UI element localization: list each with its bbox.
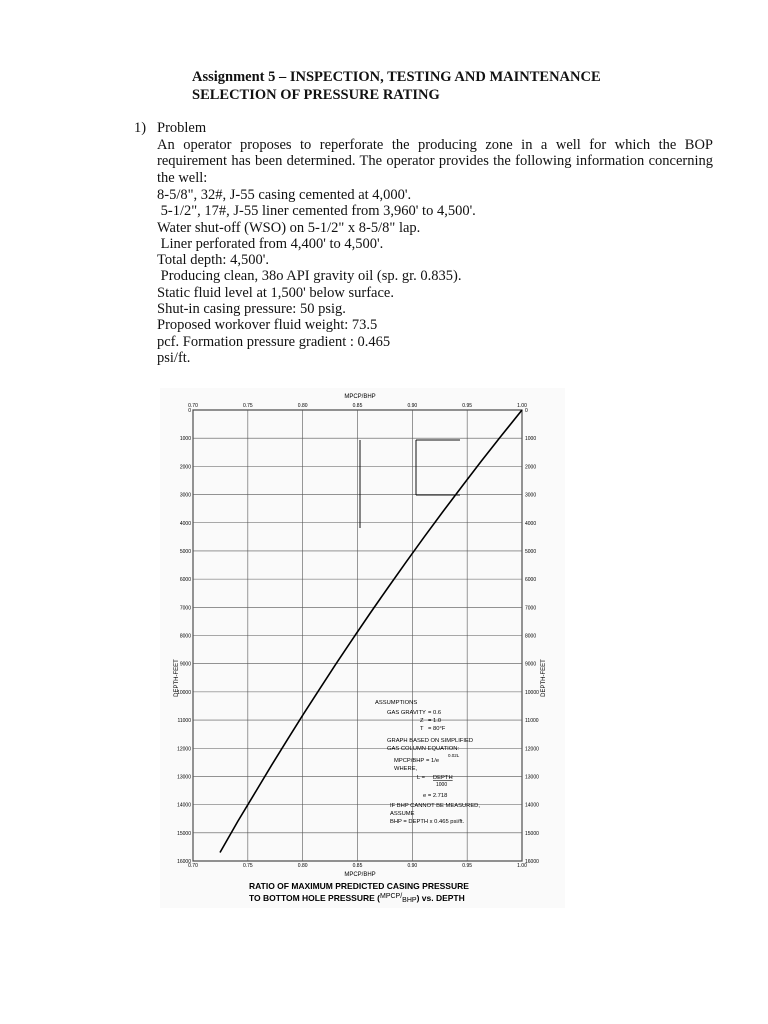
caption-suffix: ) vs. DEPTH bbox=[416, 893, 465, 903]
top-x-tick-label: 0.70 bbox=[188, 403, 198, 409]
problem-heading-label: Problem bbox=[157, 120, 207, 136]
caption-bhp: BHP bbox=[402, 897, 417, 904]
if-bhp-line-3: BHP = DEPTH x 0.465 psi/ft. bbox=[390, 819, 465, 825]
right-y-tick-label: 1000 bbox=[525, 436, 537, 443]
well-info-line: 5-1/2", 17#, J-55 liner cemented from 3,960' to 4,500'. bbox=[157, 203, 476, 220]
caption-mpcp: MPCP bbox=[379, 893, 401, 900]
top-x-tick-label: 0.80 bbox=[297, 403, 308, 409]
right-y-tick-label: 2000 bbox=[525, 464, 537, 471]
well-info-line: pcf. Formation pressure gradient : 0.465 bbox=[157, 333, 391, 350]
caption-prefix: TO BOTTOM HOLE PRESSURE ( bbox=[249, 893, 380, 903]
if-bhp-line-2: ASSUME bbox=[390, 811, 415, 817]
left-y-tick-label: 12000 bbox=[177, 746, 191, 753]
bottom-x-tick-label: 0.80 bbox=[297, 863, 308, 869]
top-axis-label: MPCP/BHP bbox=[344, 394, 376, 400]
bottom-x-tick-label: 0.85 bbox=[352, 863, 363, 869]
top-x-tick-label: 0.95 bbox=[462, 403, 473, 409]
well-info-line: Total depth: 4,500'. bbox=[157, 252, 269, 269]
right-axis-label: DEPTH-FEET bbox=[541, 659, 547, 697]
right-y-tick-label: 10000 bbox=[525, 689, 539, 696]
left-y-tick-label: 6000 bbox=[179, 577, 191, 584]
t-label: T bbox=[420, 726, 424, 732]
bottom-x-tick-label: 1.00 bbox=[517, 863, 527, 869]
well-info-line: Static fluid level at 1,500' below surface. bbox=[157, 284, 394, 301]
left-y-tick-label: 13000 bbox=[177, 774, 191, 781]
z-value: = 1.0 bbox=[428, 718, 442, 724]
well-info-line: Water shut-off (WSO) on 5-1/2" x 8-5/8" lap. bbox=[157, 219, 421, 236]
chart-svg bbox=[160, 388, 565, 908]
if-bhp-line-1: IF BHP CANNOT BE MEASURED, bbox=[390, 803, 480, 809]
bottom-x-tick-label: 0.70 bbox=[188, 863, 198, 869]
well-info-list bbox=[157, 187, 476, 366]
title-line-1: Assignment 5 – INSPECTION, TESTING AND MAINTENANCE bbox=[192, 69, 601, 85]
right-y-tick-label: 9000 bbox=[525, 661, 537, 668]
bottom-x-tick-label: 0.95 bbox=[462, 863, 473, 869]
t-value: = 80°F bbox=[428, 726, 446, 732]
top-x-tick-label: 0.90 bbox=[407, 403, 418, 409]
bottom-x-tick-label: 0.75 bbox=[242, 863, 253, 869]
gas-gravity-value: = 0.6 bbox=[428, 710, 442, 716]
well-info-line: Shut-in casing pressure: 50 psig. bbox=[157, 301, 346, 318]
equation-rhs: = 1/e bbox=[426, 758, 440, 764]
z-label: Z bbox=[420, 718, 424, 724]
right-y-tick-label: 16000 bbox=[525, 859, 539, 865]
right-y-tick-label: 12000 bbox=[525, 746, 539, 753]
top-x-tick-label: 0.75 bbox=[242, 403, 253, 409]
chart-paper bbox=[160, 388, 565, 908]
well-info-line: psi/ft. bbox=[157, 349, 191, 366]
chart-caption bbox=[249, 881, 469, 904]
e-value: e = 2.718 bbox=[423, 793, 448, 799]
top-x-tick-label: 1.00 bbox=[517, 403, 527, 409]
bottom-axis-label: MPCP/BHP bbox=[344, 872, 376, 878]
left-y-tick-label: 10000 bbox=[177, 689, 191, 696]
caption-line-1: RATIO OF MAXIMUM PREDICTED CASING PRESSURE bbox=[249, 881, 469, 891]
title-line-2: SELECTION OF PRESSURE RATING bbox=[192, 87, 440, 103]
caption-line-2 bbox=[249, 893, 465, 904]
well-info-line: Proposed workover fluid weight: 73.5 bbox=[157, 317, 378, 334]
left-axis-label: DEPTH-FEET bbox=[174, 659, 180, 697]
left-y-tick-label: 8000 bbox=[179, 633, 191, 640]
right-y-tick-label: 7000 bbox=[525, 605, 537, 612]
left-y-tick-label: 2000 bbox=[179, 464, 191, 471]
l-denominator: 1000 bbox=[436, 782, 448, 788]
well-info-line: Producing clean, 38o API gravity oil (sp. gr. 0.835). bbox=[157, 268, 462, 285]
l-numerator: DEPTH bbox=[433, 775, 453, 781]
right-y-tick-label: 4000 bbox=[525, 520, 537, 527]
equation-lhs: MPCP/BHP bbox=[394, 758, 425, 764]
gas-gravity-label: GAS GRAVITY bbox=[387, 710, 426, 716]
left-y-tick-label: 11000 bbox=[177, 718, 191, 725]
document-title bbox=[192, 68, 601, 104]
equation-exponent: 0.02L bbox=[448, 753, 460, 758]
right-y-tick-label: 6000 bbox=[525, 577, 537, 584]
depth-ratio-chart bbox=[160, 388, 565, 913]
right-y-tick-label: 3000 bbox=[525, 492, 537, 499]
well-info-line: Liner perforated from 4,400' to 4,500'. bbox=[157, 235, 384, 252]
well-info-line: 8-5/8", 32#, J-55 casing cemented at 4,000'. bbox=[157, 187, 412, 203]
left-y-tick-label: 0 bbox=[188, 408, 191, 414]
left-y-tick-label: 16000 bbox=[177, 859, 191, 865]
right-y-tick-label: 5000 bbox=[525, 548, 537, 555]
left-y-tick-label: 4000 bbox=[179, 520, 191, 527]
right-y-tick-label: 11000 bbox=[525, 718, 539, 725]
left-y-tick-label: 5000 bbox=[179, 548, 191, 555]
bottom-x-tick-label: 0.90 bbox=[407, 863, 418, 869]
graph-based-line-1: GRAPH BASED ON SIMPLIFIED bbox=[387, 738, 474, 744]
right-y-tick-label: 8000 bbox=[525, 633, 537, 640]
left-y-tick-label: 15000 bbox=[177, 830, 191, 837]
left-y-tick-label: 1000 bbox=[179, 436, 191, 443]
left-y-tick-label: 14000 bbox=[177, 802, 191, 809]
problem-intro: An operator proposes to reperforate the producing zone in a well for which the BOP requirement has been determined. The operator provides the following information concerning the well: bbox=[157, 137, 713, 186]
left-y-tick-label: 7000 bbox=[179, 605, 191, 612]
top-x-tick-label: 0.85 bbox=[352, 403, 363, 409]
problem-number: 1) bbox=[134, 120, 147, 136]
caption-slash: / bbox=[400, 893, 403, 900]
problem-heading bbox=[134, 120, 206, 137]
right-y-tick-label: 15000 bbox=[525, 830, 539, 837]
where-label: WHERE, bbox=[394, 766, 418, 772]
l-label: L = bbox=[417, 775, 426, 781]
right-y-tick-label: 13000 bbox=[525, 774, 539, 781]
left-y-tick-label: 9000 bbox=[179, 661, 191, 668]
left-y-tick-label: 3000 bbox=[179, 492, 191, 499]
graph-based-line-2: GAS COLUMN EQUATION: bbox=[387, 746, 460, 752]
right-y-tick-label: 14000 bbox=[525, 802, 539, 809]
right-y-tick-label: 0 bbox=[525, 408, 528, 414]
assumptions-title: ASSUMPTIONS bbox=[375, 700, 418, 706]
